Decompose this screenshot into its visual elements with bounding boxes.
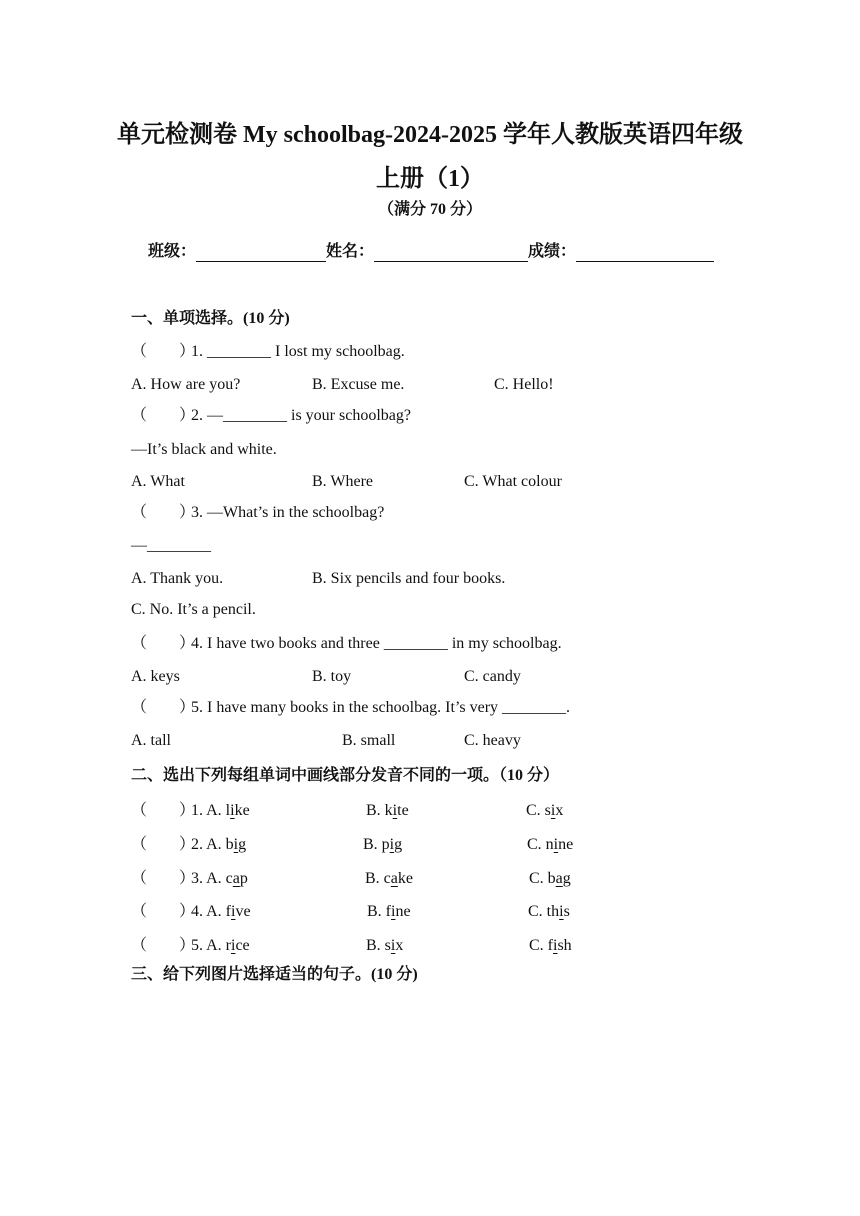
word-c: C. six [526, 802, 564, 819]
grade-blank[interactable] [576, 245, 714, 262]
section2-heading: 二、选出下列每组单词中画线部分发音不同的一项。（10 分） [131, 767, 560, 784]
phonics-row [131, 835, 246, 855]
item-number: 5. A. [191, 937, 226, 954]
option-a: A. What [131, 473, 185, 490]
option-c: C. heavy [464, 732, 521, 749]
word-b: B. pig [363, 836, 403, 853]
option-b: B. Six pencils and four books. [312, 570, 506, 587]
question-4 [131, 634, 562, 654]
word-b: B. fine [367, 903, 411, 920]
option-c: C. What colour [464, 473, 562, 490]
phonics-row [131, 869, 248, 889]
word-b: B. six [366, 937, 404, 954]
answer-paren[interactable]: （ ） [131, 407, 196, 424]
answer-paren[interactable]: （ ） [131, 699, 196, 716]
answer-paren[interactable]: （ ） [131, 504, 196, 521]
item-number: 4. A. [191, 903, 226, 920]
answer-paren[interactable]: （ ） [131, 635, 196, 652]
word-a: like [225, 802, 250, 819]
answer-paren[interactable]: （ ） [131, 903, 196, 920]
option-a: A. tall [131, 732, 171, 749]
question-1 [131, 342, 405, 362]
page-title-line2: 上册（1） [376, 166, 484, 192]
question-3 [131, 503, 384, 523]
option-b: B. toy [312, 668, 352, 685]
answer-paren[interactable]: （ ） [131, 836, 196, 853]
question-5 [131, 698, 570, 718]
word-a: big [225, 836, 247, 853]
question-stem: 2. —________ is your schoolbag? [191, 407, 411, 424]
section1-heading: 一、单项选择。(10 分) [131, 310, 290, 327]
option-b: B. Excuse me. [312, 376, 405, 393]
option-a: A. How are you? [131, 376, 241, 393]
question-3-reply: —________ [131, 537, 211, 554]
full-score: （满分 70 分） [377, 201, 482, 218]
word-a: cap [225, 870, 248, 887]
answer-paren[interactable]: （ ） [131, 343, 196, 360]
answer-paren[interactable]: （ ） [131, 802, 196, 819]
item-number: 2. A. [191, 836, 226, 853]
name-label: 姓名： [326, 243, 375, 260]
option-a: A. keys [131, 668, 180, 685]
name-blank[interactable] [374, 245, 528, 262]
question-stem: 5. I have many books in the schoolbag. It’s very ________. [191, 699, 571, 716]
question-stem: 1. ________ I lost my schoolbag. [191, 343, 405, 360]
option-c: C. No. It’s a pencil. [131, 601, 256, 618]
section3-heading: 三、给下列图片选择适当的句子。(10 分) [131, 966, 418, 983]
option-b: B. Where [312, 473, 374, 490]
answer-paren[interactable]: （ ） [131, 870, 196, 887]
question-stem: 3. —What’s in the schoolbag? [191, 504, 385, 521]
student-info-row [148, 242, 714, 262]
answer-paren[interactable]: （ ） [131, 937, 196, 954]
item-number: 1. A. [191, 802, 226, 819]
class-blank[interactable] [196, 245, 326, 262]
word-c: C. fish [529, 937, 572, 954]
question-2-reply: —It’s black and white. [131, 441, 277, 458]
phonics-row [131, 936, 250, 956]
word-a: rice [225, 937, 250, 954]
question-stem: 4. I have two books and three ________ in my schoolbag. [191, 635, 562, 652]
phonics-row [131, 801, 250, 821]
word-c: C. bag [529, 870, 571, 887]
word-c: C. this [528, 903, 570, 920]
question-2 [131, 406, 411, 426]
option-b: B. small [342, 732, 396, 749]
page-title: 单元检测卷 My schoolbag-2024-2025 学年人教版英语四年级 [117, 122, 743, 148]
class-label: 班级： [148, 243, 197, 260]
option-c: C. Hello! [494, 376, 554, 393]
item-number: 3. A. [191, 870, 226, 887]
word-c: C. nine [527, 836, 574, 853]
word-a: five [225, 903, 251, 920]
option-a: A. Thank you. [131, 570, 224, 587]
word-b: B. kite [366, 802, 409, 819]
phonics-row [131, 902, 251, 922]
word-b: B. cake [365, 870, 413, 887]
option-c: C. candy [464, 668, 521, 685]
grade-label: 成绩： [528, 243, 577, 260]
